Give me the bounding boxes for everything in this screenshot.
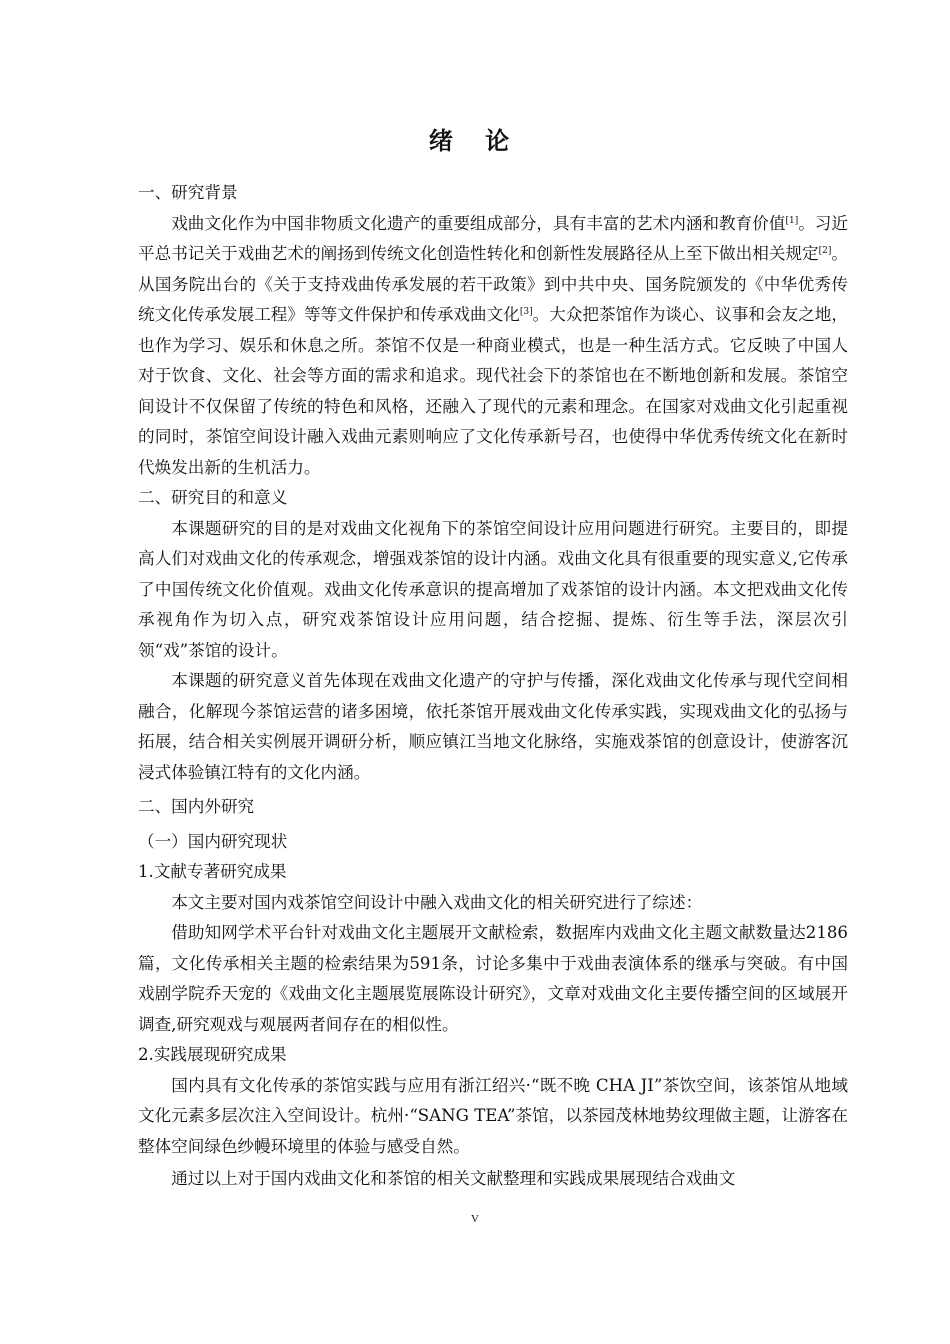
subsection-heading-practice: 2.实践展现研究成果 bbox=[138, 1045, 287, 1064]
citation-ref-1[interactable]: [1] bbox=[785, 215, 799, 226]
paragraph-text: 。从国务院出台的《关于支持戏曲传承发展的若干政策》到中共中央、国务院颁发的《中华优秀传统文化传承发展工程》等等文件保护和传承戏曲文化 bbox=[138, 244, 849, 324]
subsection-heading-domestic: （一）国内研究现状 bbox=[138, 831, 288, 851]
paragraph-text: 。习近平总书记关于戏曲艺术的阐扬到传统文化创造性转化和创新性发展路径从上至下做出相关规定 bbox=[138, 213, 849, 263]
subsection-heading-literature: 1.文献专著研究成果 bbox=[138, 862, 287, 881]
paragraph-text: 戏曲文化作为中国非物质文化遗产的重要组成部分，具有丰富的艺术内涵和教育价值 bbox=[171, 213, 786, 233]
section-heading-research-review: 二、国内外研究 bbox=[138, 797, 255, 816]
paragraph-literature-search: 借助知网学术平台针对戏曲文化主题展开文献检索，数据库内戏曲文化主题文献数量达2186篇，文化传承相关主题的检索结果为591条，讨论多集中于戏曲表演体系的继承与突破。有中国戏剧学院乔天宠的《戏曲文化主题展览展陈设计研究》，文章对戏曲文化主要传播空间的区域展开调查,研究观戏与观展两者间存在的相似性。 bbox=[138, 923, 848, 1034]
paragraph-text: 。大众把茶馆作为谈心、议事和会友之地，也作为学习、娱乐和休息之所。茶馆不仅是一种商业模式，也是一种生活方式。它反映了中国人对于饮食、文化、社会等方面的需求和追求。现代社会下的茶馆也在不断地创新和发展。茶馆空间设计不仅保留了传统的特色和风格，还融入了现代的元素和理念。在国家对戏曲文化引起重视的同时，茶馆空间设计融入戏曲元素则响应了文化传承新号召，也使得中华优秀传统文化在新时代焕发出新的生机活力。 bbox=[138, 305, 848, 477]
paragraph-purpose: 本课题研究的目的是对戏曲文化视角下的茶馆空间设计应用问题进行研究。主要目的，即提高人们对戏曲文化的传承观念，增强戏茶馆的设计内涵。戏曲文化具有很重要的现实意义,它传承了中国传统文化价值观。戏曲文化传承意识的提高增加了戏茶馆的设计内涵。本文把戏曲文化传承视角作为切入点，研究戏茶馆设计应用问题，结合挖掘、提炼、衍生等手法，深层次引领“戏”茶馆的设计。 bbox=[138, 518, 848, 660]
page-number: V bbox=[471, 1213, 479, 1225]
section-heading-purpose: 二、研究目的和意义 bbox=[138, 488, 288, 507]
paragraph-summary: 通过以上对于国内戏曲文化和茶馆的相关文献整理和实践成果展现结合戏曲文 bbox=[171, 1169, 736, 1188]
paragraph-practice: 国内具有文化传承的茶馆实践与应用有浙江绍兴·“既不晚 CHA JI”茶饮空间，该茶馆从地域文化元素多层次注入空间设计。杭州·“SANG TEA”茶馆，以茶园茂林地势纹理做主题，让游客在整体空间绿色纱幔环境里的体验与感受自然。 bbox=[138, 1075, 848, 1156]
paragraph-significance: 本课题的研究意义首先体现在戏曲文化遗产的守护与传播，深化戏曲文化传承与现代空间相融合，化解现今茶馆运营的诸多困境，依托茶馆开展戏曲文化传承实践，实现戏曲文化的弘扬与拓展，结合相关实例展开调研分析，顺应镇江当地文化脉络，实施戏茶馆的创意设计，使游客沉浸式体验镇江特有的文化内涵。 bbox=[138, 671, 848, 782]
citation-ref-2[interactable]: [2] bbox=[818, 246, 832, 256]
citation-ref-3[interactable]: [3] bbox=[519, 307, 533, 317]
paragraph-background bbox=[138, 209, 848, 484]
page-title: 绪 论 bbox=[428, 127, 522, 155]
section-heading-research-background: 一、研究背景 bbox=[138, 183, 238, 202]
paragraph-literature-intro: 本文主要对国内戏茶馆空间设计中融入戏曲文化的相关研究进行了综述： bbox=[171, 892, 703, 912]
document-body bbox=[138, 178, 848, 1195]
